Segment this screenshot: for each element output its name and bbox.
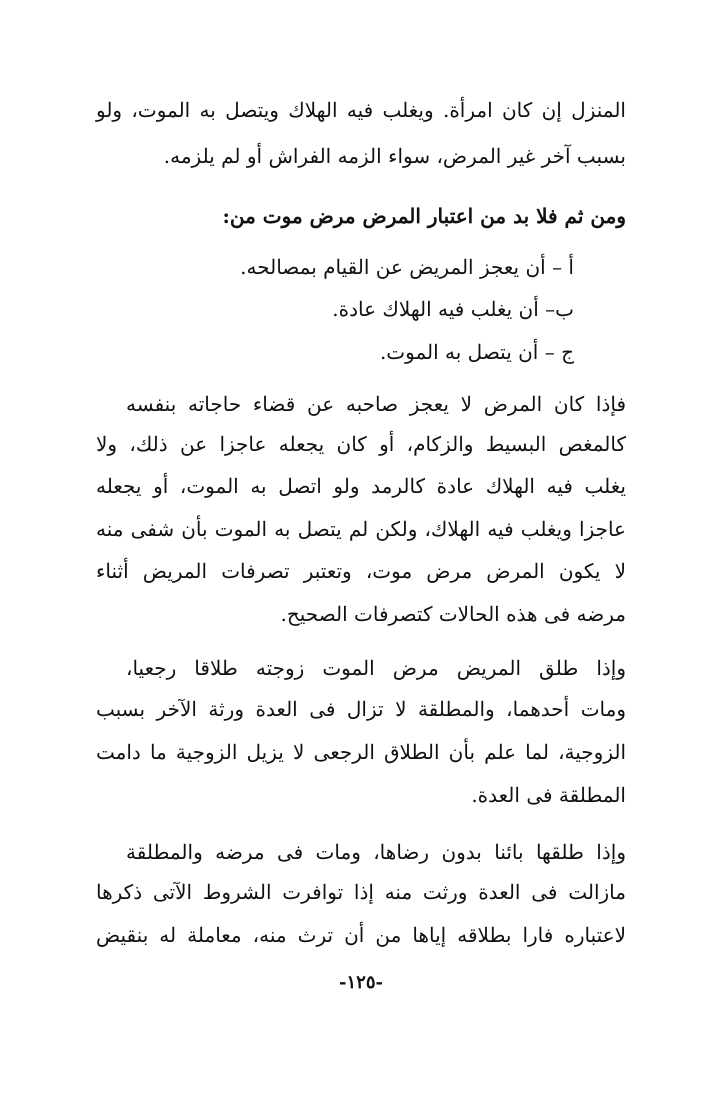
text-line: يغلب فيه الهلاك عادة كالرمد ولو اتصل به الموت، أو يجعله	[96, 474, 626, 498]
text-line: بسبب آخر غير المرض، سواء الزمه الفراش أو لم يلزمه.	[163, 144, 626, 168]
text-line: كالمغص البسيط والزكام، أو كان يجعله عاجزا عن ذلك، ولا	[96, 432, 626, 456]
page-number: -١٢٥-	[339, 972, 383, 993]
text-line: وإذا طلقها بائنا بدون رضاها، ومات فى مرضه والمطلقة	[126, 840, 626, 864]
text-line: مرضه فى هذه الحالات كتصرفات الصحيح.	[280, 602, 626, 626]
text-line: فإذا كان المرض لا يعجز صاحبه عن قضاء حاجاته بنفسه	[126, 392, 627, 416]
text-line: وإذا طلق المريض مرض الموت زوجته طلاقا رجعيا،	[126, 656, 626, 680]
text-line: لا يكون المرض مرض موت، وتعتبر تصرفات المريض أثناء	[96, 559, 626, 583]
text-line: عاجزا ويغلب فيه الهلاك، ولكن لم يتصل به الموت بأن شفى منه	[96, 517, 626, 541]
text-line: ومات أحدهما، والمطلقة لا تزال فى العدة ورثة الآخر بسبب	[96, 697, 626, 721]
text-line: مازالت فى العدة ورثت منه إذا توافرت الشروط الآتى ذكرها	[96, 880, 626, 904]
list-item: ب– أن يغلب فيه الهلاك عادة.	[332, 297, 574, 321]
section-heading: ومن ثم فلا بد من اعتبار المرض مرض موت من:	[222, 204, 626, 228]
text-line: المنزل إن كان امرأة. ويغلب فيه الهلاك ويتصل به الموت، ولو	[96, 98, 626, 122]
list-item: أ – أن يعجز المريض عن القيام بمصالحه.	[240, 255, 574, 279]
text-line: لاعتباره فارا بطلاقه إياها من أن ترث منه، معاملة له بنقيض	[96, 923, 626, 947]
list-item: ج – أن يتصل به الموت.	[379, 340, 574, 364]
text-line: الزوجية، لما علم بأن الطلاق الرجعى لا يزيل الزوجية ما دامت	[96, 740, 626, 764]
text-line: المطلقة فى العدة.	[471, 783, 626, 807]
